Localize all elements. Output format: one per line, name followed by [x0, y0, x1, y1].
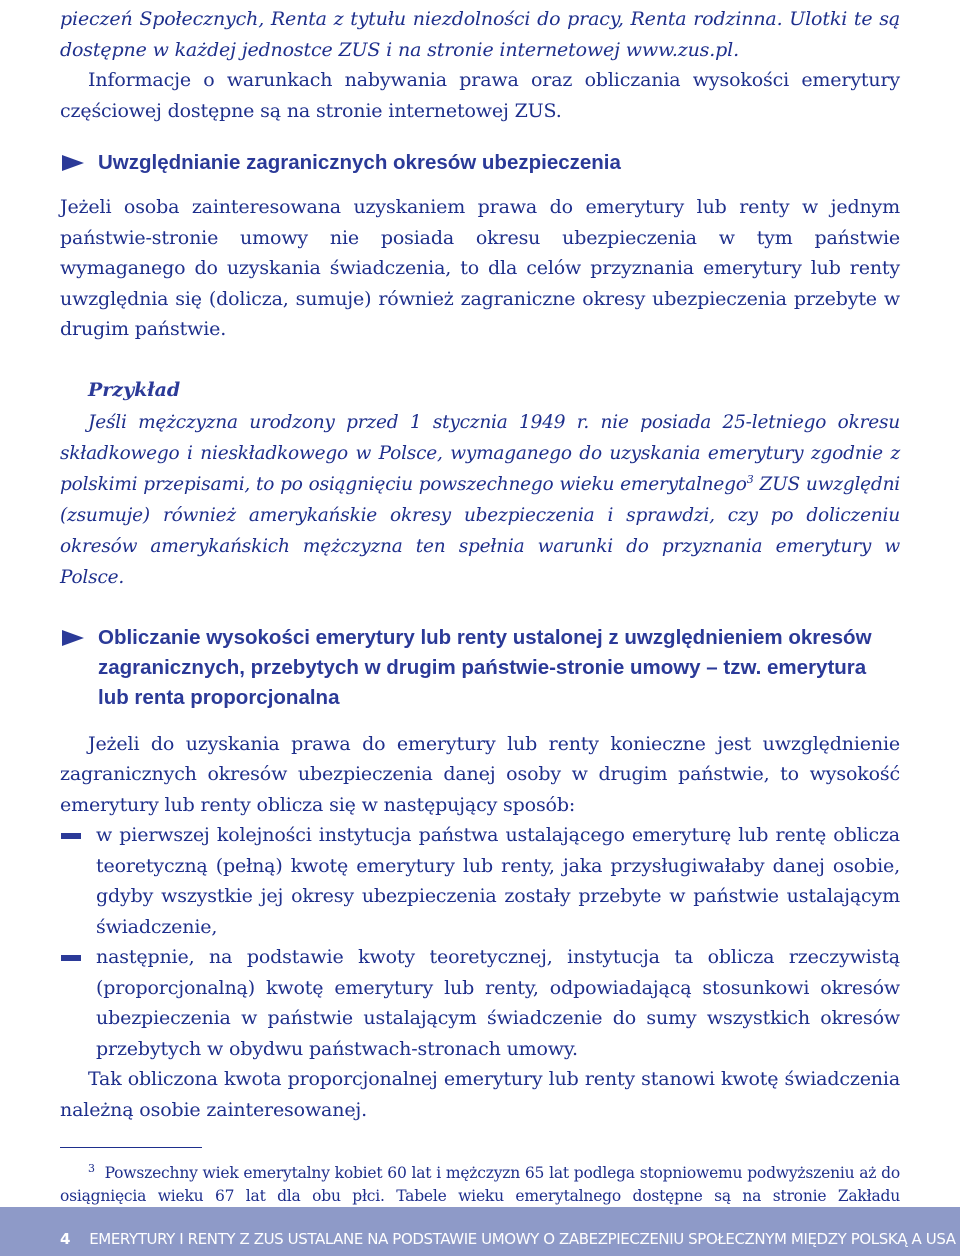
- section-paragraph-foreign-periods: Jeżeli osoba zainteresowana uzyskaniem prawa do emerytury lub renty w jednym państwie-stronie umowy nie posiada okresu ubezpieczenia w tym państwie wymaganego do uzyskania świadczenia, to dla celów przyznania emerytury lub renty uwzględnia się (dolicza, sumuje) również zagraniczne okresy ubezpieczenia przebyte w drugim państwie.: [60, 196, 900, 340]
- list-item: [60, 942, 900, 1064]
- dash-bullet-icon: [61, 955, 81, 961]
- section-heading-text: Uwzględnianie zagranicznych okresów ubezpieczenia: [98, 151, 621, 174]
- dash-bullet-icon: [61, 833, 81, 839]
- list-item-text: następnie, na podstawie kwoty teoretycznej, instytucja ta oblicza rzeczywistą (proporcjonalną) kwotę emerytury lub renty, odpowiadającą stosunkowi okresów ubezpieczenia w państwie ustalającym świadczenie do sumy wszystkich okresów przebytych w obydwu państwach-stronach umowy.: [96, 946, 900, 1060]
- section-heading-foreign-periods: [60, 148, 900, 178]
- calculation-steps-list: [60, 820, 900, 1064]
- example-text-after: ZUS uwzględni (zsumuje) również amerykańskie okresy ubezpieczenia i sprawdzi, czy po doliczeniu okresów amerykańskich mężczyzna ten spełnia warunki do przyznania emerytury w Polsce.: [60, 473, 900, 588]
- section-heading-text: Obliczanie wysokości emerytury lub renty ustalonej z uwzględnieniem okresów zagranicznych, przebytych w drugim państwie-stronie umowy – tzw. emerytura lub renta proporcjonalna: [98, 625, 872, 709]
- list-item-text: w pierwszej kolejności instytucja państwa ustalającego emeryturę lub rentę oblicza teoretyczną (pełną) kwotę emerytury lub renty, jaka przysługiwałaby danej osobie, gdyby wszystkie jej okresy ubezpieczenia zostały przebyte w państwie ustalającym świadczenie,: [96, 824, 900, 938]
- intro-paragraph-2: Informacje o warunkach nabywania prawa oraz obliczania wysokości emerytury częściowej dostępne są na stronie internetowej ZUS.: [60, 69, 900, 122]
- footnote-ref: 3: [746, 472, 754, 486]
- example-title: Przykład: [88, 378, 181, 401]
- triangle-bullet-icon: [62, 155, 84, 171]
- page-number: 4: [60, 1230, 71, 1248]
- intro-paragraph-1: pieczeń Społecznych, Renta z tytułu niezdolności do pracy, Renta rodzinna. Ulotki te są dostępne w każdej jednostce ZUS i na stronie internetowej www.zus.pl.: [60, 8, 900, 61]
- running-title: EMERYTURY I RENTY Z ZUS USTALANE NA PODSTAWIE UMOWY O ZABEZPIECZENIU SPOŁECZNYM MIĘDZY POLSKĄ A USA: [89, 1230, 956, 1248]
- example-text-before: Jeśli mężczyzna urodzony przed 1 stycznia 1949 r. nie posiada 25-letniego okresu składkowego i nieskładkowego w Polsce, wymaganego do uzyskania emerytury zgodnie z polskimi przepisami, to po osiągnięciu powszechnego wieku emerytalnego: [60, 411, 900, 495]
- footer: [60, 1226, 956, 1252]
- section-paragraph-proportional-intro: Jeżeli do uzyskania prawa do emerytury lub renty konieczne jest uwzględnienie zagranicznych okresów ubezpieczenia danej osoby w drugim państwie, to wysokość emerytury lub renty oblicza się w następujący sposób:: [60, 732, 900, 816]
- example-paragraph: [60, 407, 900, 593]
- section-paragraph-proportional-outro: Tak obliczona kwota proporcjonalnej emerytury lub renty stanowi kwotę świadczenia należną osobie zainteresowanej.: [60, 1068, 900, 1121]
- footnote-text: Powszechny wiek emerytalny kobiet 60 lat i mężczyzn 65 lat podlega stopniowemu podwyższeniu aż do osiągnięcia wieku 67 lat dla obu płci. Tabele wieku emerytalnego dostępne są na stronie Zakładu: [60, 1164, 900, 1205]
- intro-block: [60, 4, 900, 126]
- section-heading-proportional: [60, 623, 900, 713]
- list-item: [60, 820, 900, 942]
- footnote-number: 3: [88, 1161, 95, 1175]
- footnote-divider: [60, 1147, 202, 1148]
- document-page: [60, 0, 900, 1231]
- triangle-bullet-icon: [62, 630, 84, 646]
